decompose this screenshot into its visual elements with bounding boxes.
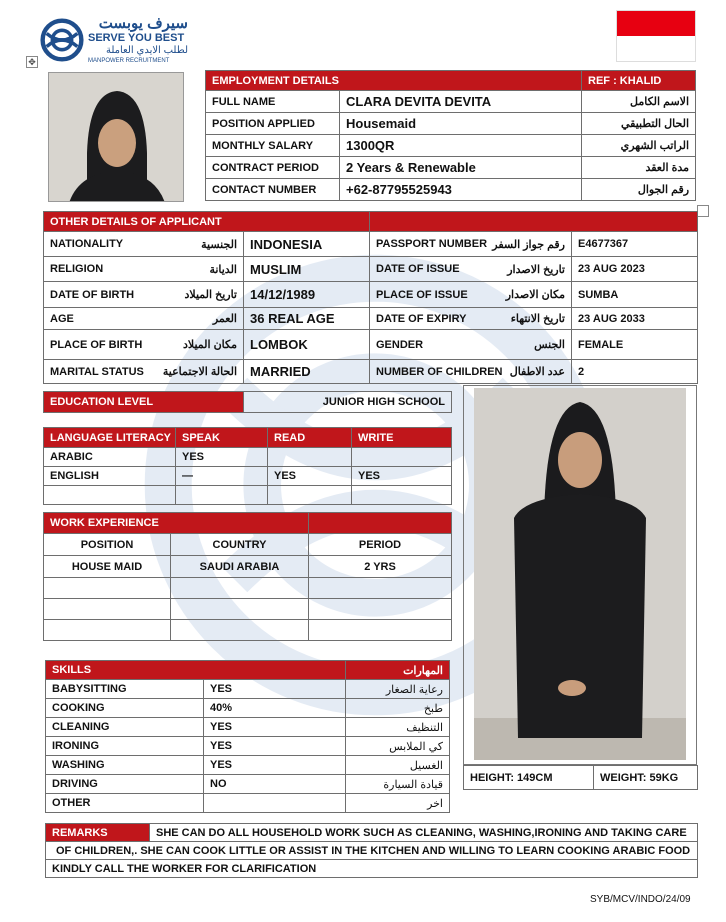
label-english: NUMBER OF CHILDREN — [376, 365, 503, 378]
label-english: DATE OF EXPIRY — [376, 312, 467, 325]
other-value-right: SUMBA — [572, 282, 698, 308]
employment-details-table — [205, 70, 696, 201]
other-details-row — [44, 257, 698, 282]
label-pair — [376, 365, 565, 378]
skill-row — [46, 718, 450, 737]
contract-period-value: 2 Years & Renewable — [340, 157, 582, 179]
label-english: DATE OF BIRTH — [50, 288, 135, 301]
other-value-right: 23 AUG 2033 — [572, 308, 698, 330]
work-experience-row — [44, 620, 452, 641]
other-details-row — [44, 282, 698, 308]
skill-arabic: قيادة السيارة — [346, 775, 450, 794]
label-arabic: تاريخ الميلاد — [184, 289, 237, 301]
position-applied-arabic: الحال التطبيقي — [582, 113, 696, 135]
language-header: LANGUAGE LITERACY — [44, 428, 176, 448]
education-label: EDUCATION LEVEL — [44, 392, 244, 413]
full-name-label: FULL NAME — [206, 91, 340, 113]
label-arabic: العمر — [212, 313, 237, 325]
skill-arabic: الغسيل — [346, 756, 450, 775]
remarks-line-2: OF CHILDREN,. SHE CAN COOK LITTLE OR ASSIST IN THE KITCHEN AND WILLING TO LEARN COOKING ARABIC FOOD — [46, 842, 698, 860]
other-label-left — [44, 282, 244, 308]
skill-arabic: كي الملابس — [346, 737, 450, 756]
write-header: WRITE — [352, 428, 452, 448]
skill-value: YES — [204, 680, 346, 699]
contract-period-label: CONTRACT PERIOD — [206, 157, 340, 179]
full-name-arabic: الاسم الكامل — [582, 91, 696, 113]
work-experience-row — [44, 556, 452, 578]
work-experience-row — [44, 578, 452, 599]
other-label-left — [44, 232, 244, 257]
period-column: PERIOD — [309, 534, 452, 556]
contract-period-arabic: مدة العقد — [582, 157, 696, 179]
label-english: NATIONALITY — [50, 238, 124, 250]
remarks-line-1: SHE CAN DO ALL HOUSEHOLD WORK SUCH AS CLEANING, WASHING,IRONING AND TAKING CARE — [150, 824, 698, 842]
work-cell: HOUSE MAID — [44, 556, 171, 578]
other-details-row — [44, 232, 698, 257]
language-cell — [176, 486, 268, 505]
language-cell — [268, 486, 352, 505]
label-pair — [376, 338, 565, 351]
education-table — [43, 391, 452, 413]
applicant-portrait-photo — [48, 72, 184, 202]
label-arabic: تاريخ الانتهاء — [510, 313, 565, 325]
label-english: PASSPORT NUMBER — [376, 238, 488, 250]
other-value-left: MUSLIM — [244, 257, 370, 282]
language-cell: ARABIC — [44, 448, 176, 467]
other-details-row — [44, 360, 698, 384]
other-label-left — [44, 360, 244, 384]
language-cell: ENGLISH — [44, 467, 176, 486]
label-arabic: الحالة الاجتماعية — [162, 366, 237, 378]
language-row — [44, 486, 452, 505]
other-label-left — [44, 308, 244, 330]
remarks-label: REMARKS — [46, 824, 150, 842]
language-cell — [44, 486, 176, 505]
work-cell — [171, 620, 309, 641]
work-cell: 2 YRS — [309, 556, 452, 578]
other-label-right — [370, 308, 572, 330]
label-english: GENDER — [376, 338, 424, 351]
work-experience-header-blank — [309, 513, 452, 534]
skill-value — [204, 794, 346, 813]
skill-label: WASHING — [46, 756, 204, 775]
skill-value: 40% — [204, 699, 346, 718]
other-label-right — [370, 282, 572, 308]
other-value-left: 14/12/1989 — [244, 282, 370, 308]
work-cell: SAUDI ARABIA — [171, 556, 309, 578]
language-cell — [268, 448, 352, 467]
skill-label: DRIVING — [46, 775, 204, 794]
work-cell — [309, 620, 452, 641]
monthly-salary-value: 1300QR — [340, 135, 582, 157]
language-cell — [352, 486, 452, 505]
remarks-table — [45, 823, 698, 878]
work-cell — [171, 578, 309, 599]
label-english: PLACE OF BIRTH — [50, 338, 143, 351]
position-column: POSITION — [44, 534, 171, 556]
skill-label: COOKING — [46, 699, 204, 718]
speak-header: SPEAK — [176, 428, 268, 448]
full-name-value: CLARA DEVITA DEVITA — [340, 91, 582, 113]
skill-row — [46, 737, 450, 756]
other-details-table — [43, 211, 698, 232]
full-body-figure — [474, 388, 686, 760]
other-value-right: 2 — [572, 360, 698, 384]
language-row — [44, 448, 452, 467]
other-value-left: MARRIED — [244, 360, 370, 384]
measurements-table — [463, 765, 698, 790]
skill-row — [46, 680, 450, 699]
other-value-right: 23 AUG 2023 — [572, 257, 698, 282]
skill-arabic: اخر — [346, 794, 450, 813]
height-value: HEIGHT: 149CM — [464, 766, 594, 790]
skill-label: BABYSITTING — [46, 680, 204, 699]
position-applied-label: POSITION APPLIED — [206, 113, 340, 135]
label-pair — [376, 288, 565, 301]
other-label-left — [44, 257, 244, 282]
language-cell: YES — [176, 448, 268, 467]
language-row — [44, 467, 452, 486]
skill-row — [46, 775, 450, 794]
remarks-line-3: KINDLY CALL THE WORKER FOR CLARIFICATION — [46, 860, 698, 878]
label-english: DATE OF ISSUE — [376, 263, 460, 275]
work-cell — [44, 620, 171, 641]
label-arabic: الديانة — [209, 263, 237, 276]
work-experience-header: WORK EXPERIENCE — [44, 513, 309, 534]
skills-header: SKILLS — [46, 661, 346, 680]
flag-red-band — [617, 11, 695, 36]
full-body-photo-frame — [463, 385, 697, 765]
footer-code: SYB/MCV/INDO/24/09 — [590, 894, 691, 905]
company-logo — [40, 14, 190, 70]
applicant-full-body-photo — [474, 388, 686, 760]
work-cell — [44, 599, 171, 620]
other-details-row — [44, 330, 698, 360]
work-cell — [309, 599, 452, 620]
language-cell: YES — [352, 467, 452, 486]
language-cell — [352, 448, 452, 467]
employment-header: EMPLOYMENT DETAILS — [206, 71, 582, 91]
logo-arabic-sub: لطلب الايدي العاملة — [105, 45, 188, 56]
label-pair — [376, 263, 565, 276]
label-english: MARITAL STATUS — [50, 365, 144, 378]
skill-value: NO — [204, 775, 346, 794]
flag-white-band — [617, 36, 695, 61]
language-cell: YES — [268, 467, 352, 486]
ref-label: REF : KHALID — [582, 71, 696, 91]
other-value-left: 36 REAL AGE — [244, 308, 370, 330]
other-label-right — [370, 257, 572, 282]
skill-value: YES — [204, 718, 346, 737]
education-value: JUNIOR HIGH SCHOOL — [244, 392, 452, 413]
skill-row — [46, 756, 450, 775]
label-arabic: مكان الميلاد — [182, 339, 237, 351]
read-header: READ — [268, 428, 352, 448]
label-english: PLACE OF ISSUE — [376, 288, 468, 301]
other-details-header: OTHER DETAILS OF APPLICANT — [44, 212, 370, 232]
move-handle-icon[interactable]: ✥ — [26, 56, 38, 68]
label-pair — [50, 238, 237, 251]
contact-number-arabic: رقم الجوال — [582, 179, 696, 201]
skill-value: YES — [204, 737, 346, 756]
contact-number-label: CONTACT NUMBER — [206, 179, 340, 201]
work-experience-row — [44, 599, 452, 620]
label-pair — [50, 338, 237, 351]
skill-label: OTHER — [46, 794, 204, 813]
resize-handle[interactable] — [697, 205, 709, 217]
skill-label: CLEANING — [46, 718, 204, 737]
skill-row — [46, 699, 450, 718]
country-column: COUNTRY — [171, 534, 309, 556]
label-pair — [50, 263, 237, 276]
label-pair — [376, 238, 565, 251]
label-arabic: الجنس — [534, 339, 565, 351]
label-arabic: الجنسية — [201, 238, 237, 251]
logo-tagline: MANPOWER RECRUITMENT — [88, 58, 170, 64]
logo-arabic: سيرف يوبست — [98, 15, 188, 32]
label-arabic: رقم جواز السفر — [492, 238, 565, 251]
language-literacy-table — [43, 427, 452, 505]
other-value-right: FEMALE — [572, 330, 698, 360]
position-applied-value: Housemaid — [340, 113, 582, 135]
other-label-right — [370, 360, 572, 384]
logo-english: SERVE YOU BEST — [88, 32, 185, 44]
work-cell — [171, 599, 309, 620]
label-pair — [50, 288, 237, 301]
indonesia-flag — [616, 10, 696, 62]
other-value-right: E4677367 — [572, 232, 698, 257]
other-value-left: INDONESIA — [244, 232, 370, 257]
monthly-salary-arabic: الراتب الشهري — [582, 135, 696, 157]
portrait-figure — [49, 73, 184, 202]
label-pair — [50, 312, 237, 325]
other-label-right — [370, 232, 572, 257]
other-details-header-blank — [370, 212, 698, 232]
skills-table — [45, 660, 450, 813]
weight-value: WEIGHT: 59KG — [594, 766, 698, 790]
skill-row — [46, 794, 450, 813]
label-arabic: مكان الاصدار — [505, 289, 565, 301]
skill-arabic: التنظيف — [346, 718, 450, 737]
label-pair — [50, 365, 237, 378]
work-cell — [309, 578, 452, 599]
other-value-left: LOMBOK — [244, 330, 370, 360]
work-cell — [44, 578, 171, 599]
label-arabic: عدد الاطفال — [509, 366, 565, 378]
other-details-row — [44, 308, 698, 330]
other-label-right — [370, 330, 572, 360]
language-cell: — — [176, 467, 268, 486]
skill-arabic: طبخ — [346, 699, 450, 718]
monthly-salary-label: MONTHLY SALARY — [206, 135, 340, 157]
other-label-left — [44, 330, 244, 360]
logo-emblem-icon — [40, 18, 84, 62]
label-english: AGE — [50, 312, 74, 325]
other-details-rows — [43, 231, 698, 384]
label-pair — [376, 312, 565, 325]
work-experience-table — [43, 512, 452, 641]
skills-header-arabic: المهارات — [346, 661, 450, 680]
label-english: RELIGION — [50, 263, 104, 275]
skill-label: IRONING — [46, 737, 204, 756]
skill-value: YES — [204, 756, 346, 775]
label-arabic: تاريخ الاصدار — [507, 263, 565, 276]
contact-number-value: +62-87795525943 — [340, 179, 582, 201]
skill-arabic: رعاية الصغار — [346, 680, 450, 699]
